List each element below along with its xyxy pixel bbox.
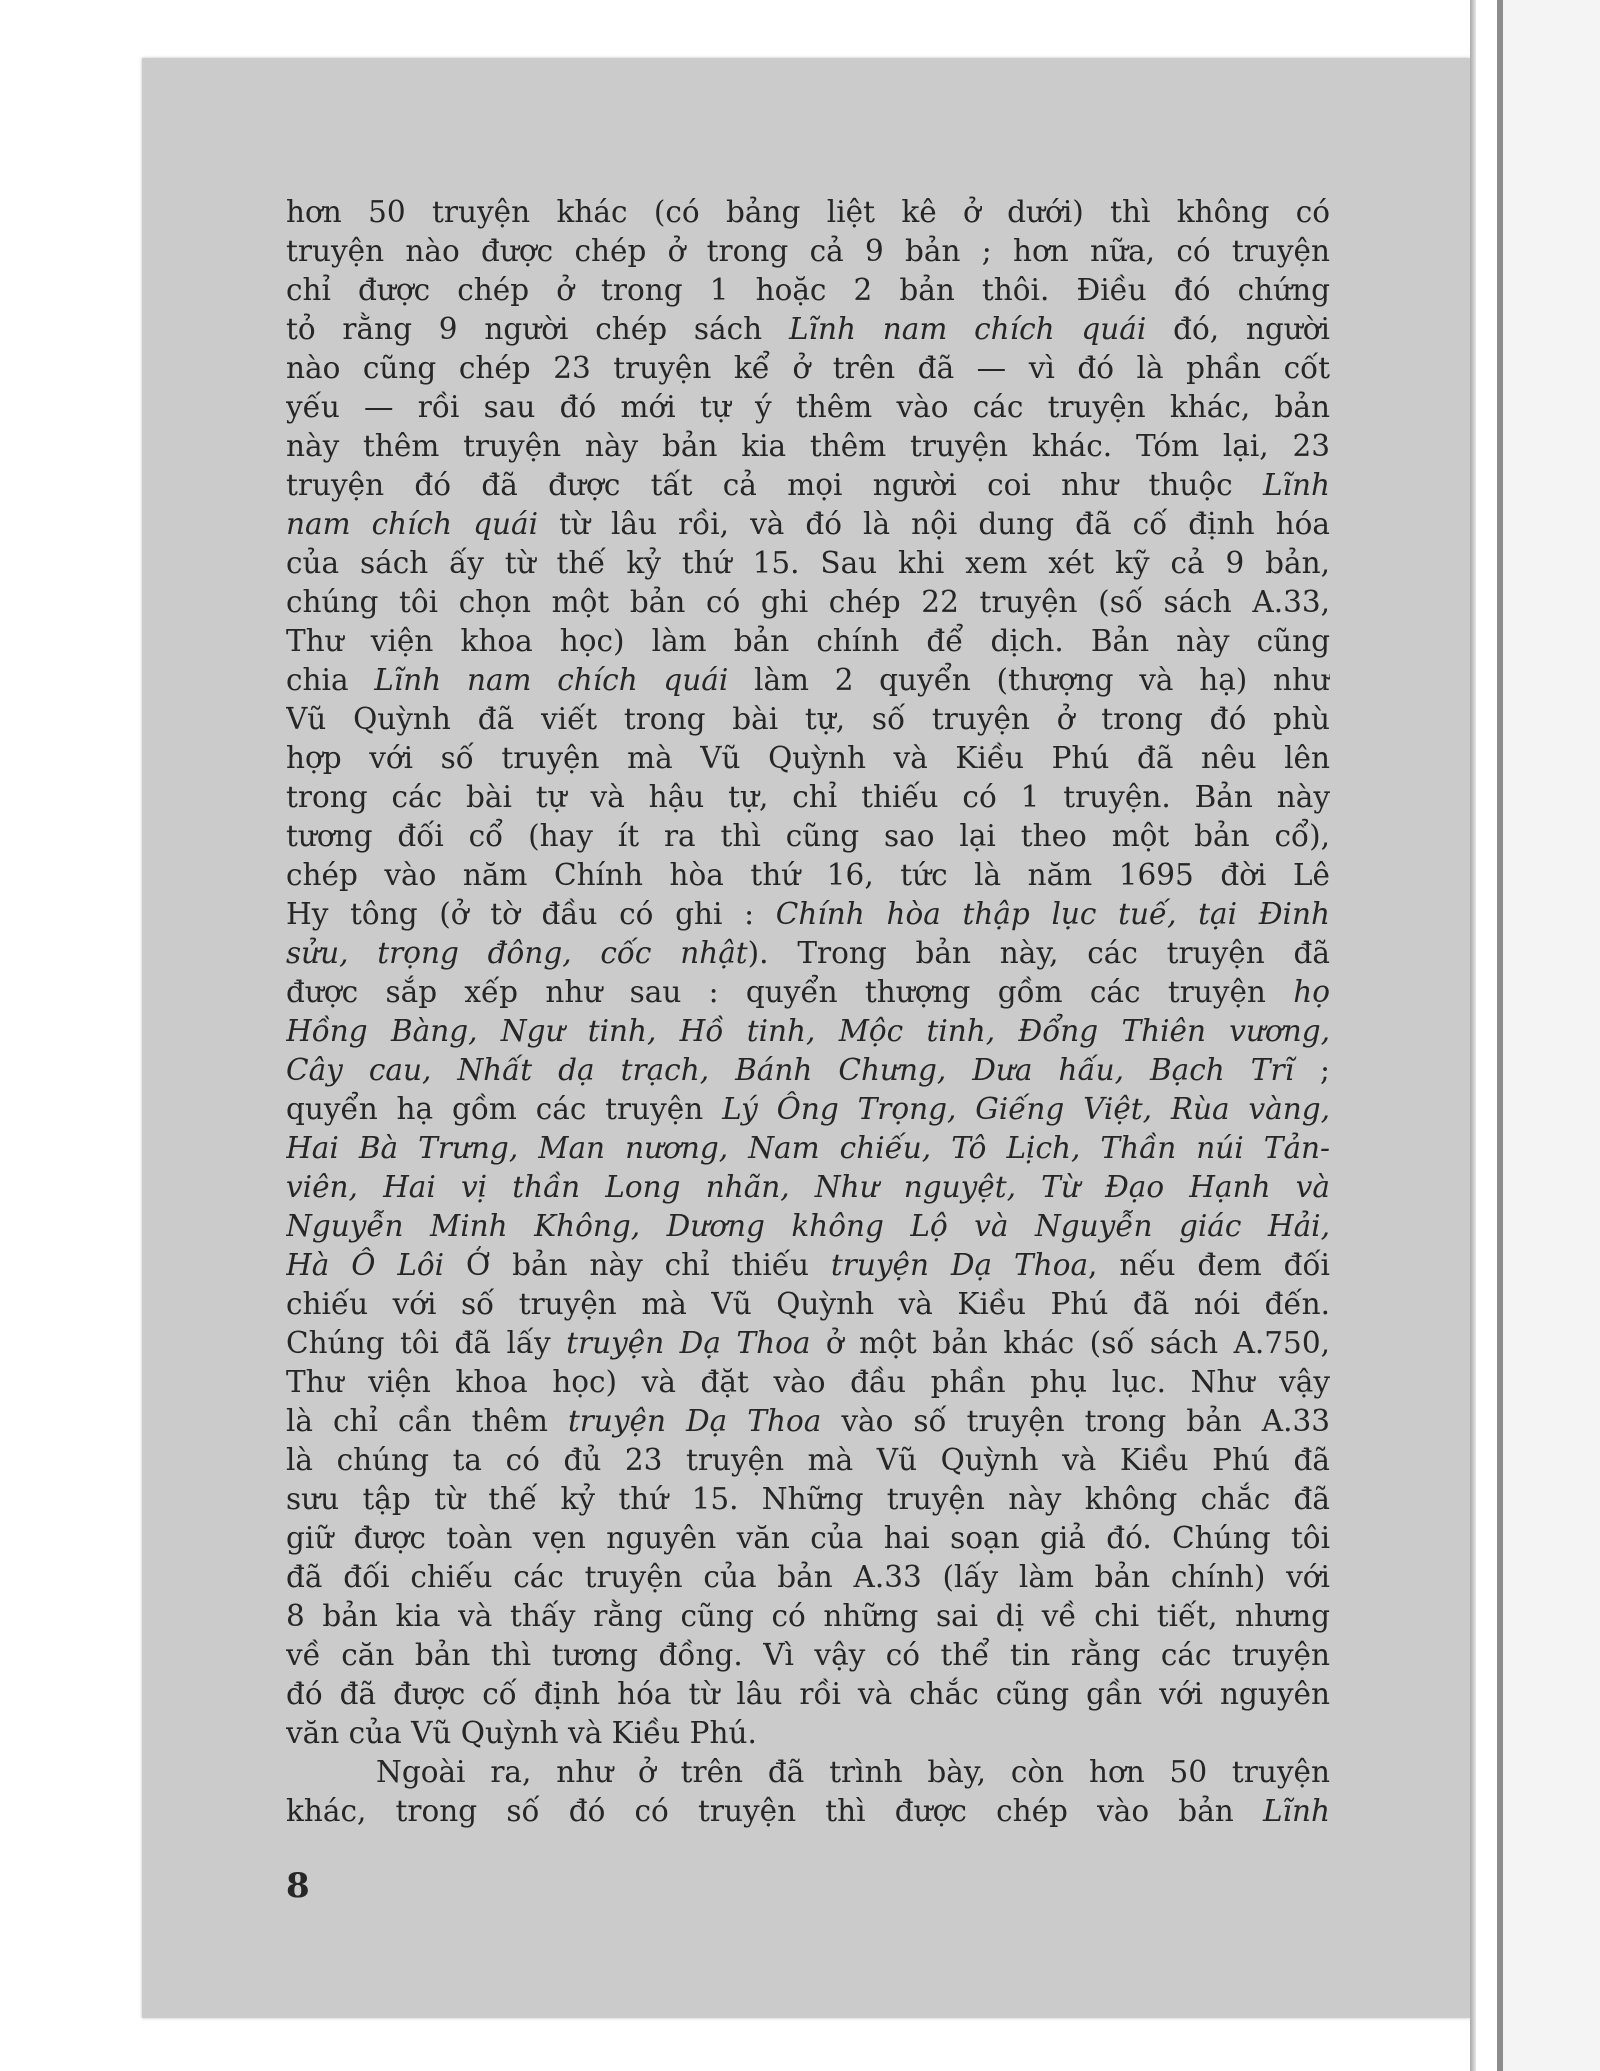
text-segment: đã đối chiếu các truyện của bản A.33 (lấy làm bản chính) với [286, 1560, 1330, 1594]
text-line [286, 544, 1330, 583]
text-segment: hơn 50 truyện khác (có bảng liệt kê ở dưới) thì không có [286, 195, 1330, 229]
text-line [286, 856, 1330, 895]
text-line [286, 1207, 1330, 1246]
text-line [286, 1168, 1330, 1207]
text-segment: được sắp xếp như sau : quyển thượng gồm các truyện [286, 975, 1294, 1009]
italic-title-text: Hai Bà Trưng, Man nương, Nam chiếu, Tô Lịch, Thần núi Tản- [286, 1131, 1330, 1165]
text-segment: chúng tôi chọn một bản có ghi chép 22 truyện (số sách A.33, [286, 585, 1330, 619]
text-line [286, 739, 1330, 778]
text-segment: quyển hạ gồm các truyện [286, 1092, 723, 1126]
text-line [286, 583, 1330, 622]
text-line [286, 1402, 1330, 1441]
italic-title-text: Lĩnh [1262, 468, 1330, 502]
text-segment: tỏ rằng 9 người chép sách [286, 312, 789, 346]
text-line [286, 1441, 1330, 1480]
text-segment: Chúng tôi đã lấy [286, 1326, 567, 1360]
text-line [286, 1363, 1330, 1402]
text-line [286, 505, 1330, 544]
text-segment: của sách ấy từ thế kỷ thứ 15. Sau khi xem xét kỹ cả 9 bản, [286, 546, 1330, 580]
text-line [286, 232, 1330, 271]
text-line [286, 1597, 1330, 1636]
text-line [286, 271, 1330, 310]
page-number: 8 [286, 1866, 310, 1906]
italic-title-text: truyện Dạ Thoa [567, 1404, 822, 1438]
italic-title-text: Hà Ô Lôi [286, 1248, 445, 1282]
italic-title-text: Chính hòa thập lục tuế, tại Đinh [775, 897, 1330, 931]
text-segment: chia [286, 663, 375, 697]
text-segment: tương đối cổ (hay ít ra thì cũng sao lại theo một bản cổ), [286, 819, 1330, 853]
text-segment: này thêm truyện này bản kia thêm truyện khác. Tóm lại, 23 [286, 429, 1330, 463]
text-segment: 8 bản kia và thấy rằng cũng có những sai dị về chi tiết, nhưng [286, 1599, 1330, 1633]
text-line [286, 1753, 1330, 1792]
text-line [286, 1051, 1330, 1090]
text-line [286, 388, 1330, 427]
italic-title-text: sửu, trọng đông, cốc nhật [286, 936, 748, 970]
text-line [286, 1129, 1330, 1168]
text-segment: là chúng ta có đủ 23 truyện mà Vũ Quỳnh và Kiều Phú đã [286, 1443, 1330, 1477]
italic-title-text: Lĩnh [1262, 1794, 1330, 1828]
text-line [286, 466, 1330, 505]
text-segment: nào cũng chép 23 truyện kể ở trên đã — vì đó là phần cốt [286, 351, 1330, 385]
text-segment: đó đã được cố định hóa từ lâu rồi và chắc cũng gần với nguyên [286, 1677, 1330, 1711]
italic-title-text: nam chích quái [286, 507, 539, 541]
text-segment: về căn bản thì tương đồng. Vì vậy có thể tin rằng các truyện [286, 1638, 1330, 1672]
text-segment: trong các bài tự và hậu tự, chỉ thiếu có 1 truyện. Bản này [286, 780, 1330, 814]
text-segment: Ngoài ra, như ở trên đã trình bày, còn hơn 50 truyện [376, 1755, 1330, 1789]
text-segment: chép vào năm Chính hòa thứ 16, tức là năm 1695 đời Lê [286, 858, 1330, 892]
text-segment: truyện nào được chép ở trong cả 9 bản ; hơn nữa, có truyện [286, 234, 1330, 268]
text-line [286, 1792, 1330, 1831]
text-segment: Vũ Quỳnh đã viết trong bài tự, số truyện ở trong đó phù [286, 702, 1330, 736]
text-segment: Thư viện khoa học) và đặt vào đầu phần phụ lục. Như vậy [286, 1365, 1330, 1399]
text-segment: chỉ được chép ở trong 1 hoặc 2 bản thôi. Điều đó chứng [286, 273, 1330, 307]
text-segment: chiếu với số truyện mà Vũ Quỳnh và Kiều Phú đã nói đến. [286, 1287, 1330, 1321]
text-line [286, 1324, 1330, 1363]
text-line [286, 1246, 1330, 1285]
text-line [286, 193, 1330, 232]
text-line [286, 1090, 1330, 1129]
text-line [286, 661, 1330, 700]
text-line [286, 700, 1330, 739]
italic-title-text: Lý Ông Trọng, Giếng Việt, Rùa vàng, [722, 1092, 1330, 1126]
text-segment: Ở bản này chỉ thiếu [444, 1248, 831, 1282]
background-margin [1503, 0, 1600, 2071]
text-segment: văn của Vũ Quỳnh và Kiều Phú. [286, 1716, 757, 1750]
text-segment: truyện đó đã được tất cả mọi người coi như thuộc [286, 468, 1263, 502]
italic-title-text: Hồng Bàng, Ngư tinh, Hồ tinh, Mộc tinh, Đổng Thiên vương, [286, 1014, 1330, 1048]
text-segment: hợp với số truyện mà Vũ Quỳnh và Kiều Phú đã nêu lên [286, 741, 1330, 775]
italic-title-text: Lĩnh nam chích quái [374, 663, 729, 697]
italic-title-text: viên, Hai vị thần Long nhãn, Như nguyệt, Từ Đạo Hạnh và [286, 1170, 1330, 1204]
text-line [286, 349, 1330, 388]
text-segment: giữ được toàn vẹn nguyên văn của hai soạn giả đó. Chúng tôi [286, 1521, 1330, 1555]
text-segment: là chỉ cần thêm [286, 1404, 568, 1438]
text-segment: ở một bản khác (số sách A.750, [810, 1326, 1330, 1360]
text-line [286, 1519, 1330, 1558]
text-segment: , nếu đem đối [1088, 1248, 1330, 1282]
italic-title-text: Lĩnh nam chích quái [788, 312, 1147, 346]
text-line [286, 1636, 1330, 1675]
text-line [286, 1675, 1330, 1714]
text-line [286, 934, 1330, 973]
text-segment: vào số truyện trong bản A.33 [821, 1404, 1330, 1438]
text-segment: ; [1294, 1053, 1330, 1087]
text-line [286, 1012, 1330, 1051]
text-segment: Thư viện khoa học) làm bản chính để dịch. Bản này cũng [286, 624, 1330, 658]
text-line [286, 622, 1330, 661]
text-line [286, 1558, 1330, 1597]
italic-title-text: truyện Dạ Thoa [830, 1248, 1089, 1282]
text-segment: từ lâu rồi, và đó là nội dung đã cố định hóa [538, 507, 1330, 541]
text-segment: Hy tông (ở tờ đầu có ghi : [286, 897, 776, 931]
italic-title-text: Cây cau, Nhất dạ trạch, Bánh Chưng, Dưa hấu, Bạch Trĩ [286, 1053, 1295, 1087]
text-line [286, 310, 1330, 349]
text-segment: làm 2 quyển (thượng và hạ) như [728, 663, 1330, 697]
text-segment: đó, người [1146, 312, 1330, 346]
italic-title-text: họ [1293, 975, 1330, 1009]
text-segment: ). Trong bản này, các truyện đã [747, 936, 1330, 970]
text-line [286, 1285, 1330, 1324]
text-line [286, 817, 1330, 856]
text-line [286, 778, 1330, 817]
text-line [286, 1480, 1330, 1519]
text-line [286, 427, 1330, 466]
page-edge-shadow [1470, 0, 1476, 2071]
body-text [286, 193, 1330, 1831]
text-line [286, 895, 1330, 934]
text-segment: khác, trong số đó có truyện thì được chép vào bản [286, 1794, 1263, 1828]
italic-title-text: Nguyễn Minh Không, Dương không Lộ và Nguyễn giác Hải, [286, 1209, 1330, 1243]
text-line [286, 973, 1330, 1012]
text-segment: sưu tập từ thế kỷ thứ 15. Những truyện này không chắc đã [286, 1482, 1330, 1516]
text-line [286, 1714, 1330, 1753]
italic-title-text: truyện Dạ Thoa [566, 1326, 811, 1360]
text-segment: yếu — rồi sau đó mới tự ý thêm vào các truyện khác, bản [286, 390, 1330, 424]
